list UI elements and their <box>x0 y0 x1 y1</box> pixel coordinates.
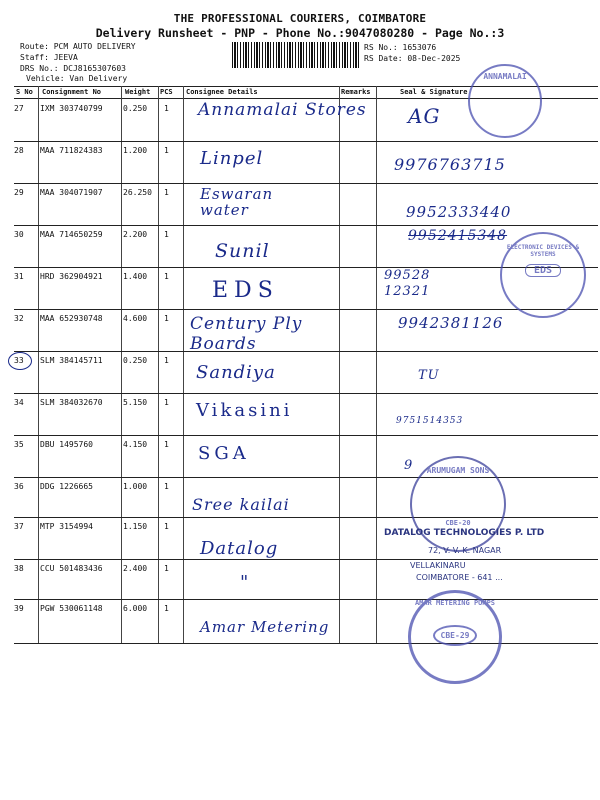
handwritten-consignee: Amar Metering <box>200 618 330 636</box>
row-divider <box>14 559 598 560</box>
handwritten-signature: AG <box>408 104 441 128</box>
pcs: 1 <box>164 522 169 531</box>
consignment-no: MAA 652930748 <box>40 314 103 323</box>
pcs: 1 <box>164 104 169 113</box>
col-sno: S No <box>16 88 33 96</box>
route-info: Route: PCM AUTO DELIVERY <box>20 42 136 51</box>
weight: 5.150 <box>123 398 148 407</box>
consignment-no: DDG 1226665 <box>40 482 93 491</box>
handwritten-consignee: Linpel <box>200 148 264 169</box>
row-divider <box>14 309 598 310</box>
handwritten-signature: 9976763715 <box>394 155 506 174</box>
pcs: 1 <box>164 356 169 365</box>
handwritten-consignee: " <box>240 572 250 593</box>
sno: 33 <box>14 356 24 365</box>
sno: 38 <box>14 564 24 573</box>
col-pcs: PCS <box>160 88 173 96</box>
datalog-stamp-line: VELLAKINARU <box>410 561 466 570</box>
col-seal: Seal & Signature <box>400 88 468 96</box>
rs-date: RS Date: 08-Dec-2025 <box>364 54 461 63</box>
pcs: 1 <box>164 398 169 407</box>
datalog-stamp-line: DATALOG TECHNOLOGIES P. LTD <box>384 528 545 538</box>
stamp-code: CBE-29 <box>433 625 477 646</box>
handwritten-consignee: EDS <box>212 278 279 303</box>
rs-number: RS No.: 1653076 <box>364 43 437 52</box>
pcs: 1 <box>164 440 169 449</box>
pcs: 1 <box>164 564 169 573</box>
pcs: 1 <box>164 314 169 323</box>
col-remarks: Remarks <box>341 88 371 96</box>
handwritten-consignee: Vikasini <box>196 400 293 421</box>
col-consignment: Consignment No <box>42 88 102 96</box>
eds-stamp <box>500 232 586 318</box>
row-divider <box>14 435 598 436</box>
consignment-no: MAA 711824383 <box>40 146 103 155</box>
row-divider <box>14 393 598 394</box>
weight: 1.200 <box>123 146 148 155</box>
handwritten-signature: 9942381126 <box>398 314 504 332</box>
weight: 4.150 <box>123 440 148 449</box>
handwritten-consignee: Sree kailai <box>192 495 290 514</box>
sno: 39 <box>14 604 24 613</box>
vehicle-info: Vehicle: Van Delivery <box>26 74 128 83</box>
stamp-logo: EDS <box>525 264 561 277</box>
col-consignee: Consignee Details <box>186 88 258 96</box>
sno: 30 <box>14 230 24 239</box>
handwritten-signature: 9952415348 <box>408 228 508 244</box>
runsheet-subtitle: Delivery Runsheet - PNP - Phone No.:9047080280 - Page No.:3 <box>95 26 505 40</box>
stamp-text: ANNAMALAI <box>483 72 527 81</box>
row-divider <box>14 225 598 226</box>
annamalai-stamp <box>468 64 542 138</box>
sno: 31 <box>14 272 24 281</box>
consignment-no: MAA 714650259 <box>40 230 103 239</box>
stamp-code: CBE-20 <box>445 519 471 527</box>
weight: 2.400 <box>123 564 148 573</box>
weight: 0.250 <box>123 104 148 113</box>
pcs: 1 <box>164 272 169 281</box>
barcode <box>232 42 360 68</box>
sno: 36 <box>14 482 24 491</box>
table-bottom-border <box>14 643 598 644</box>
pcs: 1 <box>164 188 169 197</box>
weight: 4.600 <box>123 314 148 323</box>
sno: 28 <box>14 146 24 155</box>
handwritten-consignee: Datalog <box>200 538 279 559</box>
amar-stamp <box>408 590 502 684</box>
handwritten-signature: 9751514353 <box>396 416 464 426</box>
consignment-no: PGW 530061148 <box>40 604 103 613</box>
consignment-no: DBU 1495760 <box>40 440 93 449</box>
pcs: 1 <box>164 146 169 155</box>
company-title: THE PROFESSIONAL COURIERS, COIMBATORE <box>173 12 427 25</box>
datalog-stamp-line: 72, V. V. K. NAGAR <box>428 546 502 555</box>
pcs: 1 <box>164 604 169 613</box>
sno: 35 <box>14 440 24 449</box>
pcs: 1 <box>164 230 169 239</box>
handwritten-consignee: Century Ply Boards <box>190 314 303 354</box>
row-divider <box>14 477 598 478</box>
sno: 34 <box>14 398 24 407</box>
handwritten-consignee: Sunil <box>215 240 270 262</box>
consignment-no: MTP 3154994 <box>40 522 93 531</box>
weight: 1.000 <box>123 482 148 491</box>
pcs: 1 <box>164 482 169 491</box>
weight: 26.250 <box>123 188 152 197</box>
handwritten-signature: 9952333440 <box>406 203 512 221</box>
stamp-text: ARUMUGAM SONS <box>426 466 490 475</box>
staff-info: Staff: JEEVA <box>20 53 78 62</box>
col-weight: Weight <box>125 88 151 96</box>
stamp-text: AMAR METERING PUMPS <box>414 599 496 607</box>
row-divider <box>14 141 598 142</box>
row-divider <box>14 517 598 518</box>
weight: 1.400 <box>123 272 148 281</box>
row-divider <box>14 183 598 184</box>
sno: 32 <box>14 314 24 323</box>
handwritten-consignee: Sandiya <box>196 362 276 383</box>
datalog-stamp-line: COIMBATORE - 641 ... <box>416 573 503 582</box>
consignment-no: MAA 304071907 <box>40 188 103 197</box>
row-divider <box>14 599 598 600</box>
consignment-no: HRD 362904921 <box>40 272 103 281</box>
handwritten-signature: 9 <box>404 458 414 473</box>
consignment-no: SLM 384145711 <box>40 356 103 365</box>
drs-info: DRS No.: DCJ8165307603 <box>20 64 126 73</box>
handwritten-signature: 99528 12321 <box>384 268 431 299</box>
handwritten-signature: TU <box>418 368 440 383</box>
stamp-text: ELECTRONIC DEVICES & SYSTEMS <box>506 244 580 258</box>
weight: 1.150 <box>123 522 148 531</box>
consignment-no: IXM 303740799 <box>40 104 103 113</box>
circle-mark <box>8 352 32 370</box>
sno: 27 <box>14 104 24 113</box>
handwritten-consignee: Eswaran water <box>200 185 274 219</box>
weight: 0.250 <box>123 356 148 365</box>
sno: 37 <box>14 522 24 531</box>
weight: 6.000 <box>123 604 148 613</box>
handwritten-consignee: SGA <box>198 443 250 464</box>
weight: 2.200 <box>123 230 148 239</box>
consignment-no: CCU 501483436 <box>40 564 103 573</box>
consignment-no: SLM 384032670 <box>40 398 103 407</box>
sno: 29 <box>14 188 24 197</box>
handwritten-consignee: Annamalai Stores <box>198 100 367 120</box>
